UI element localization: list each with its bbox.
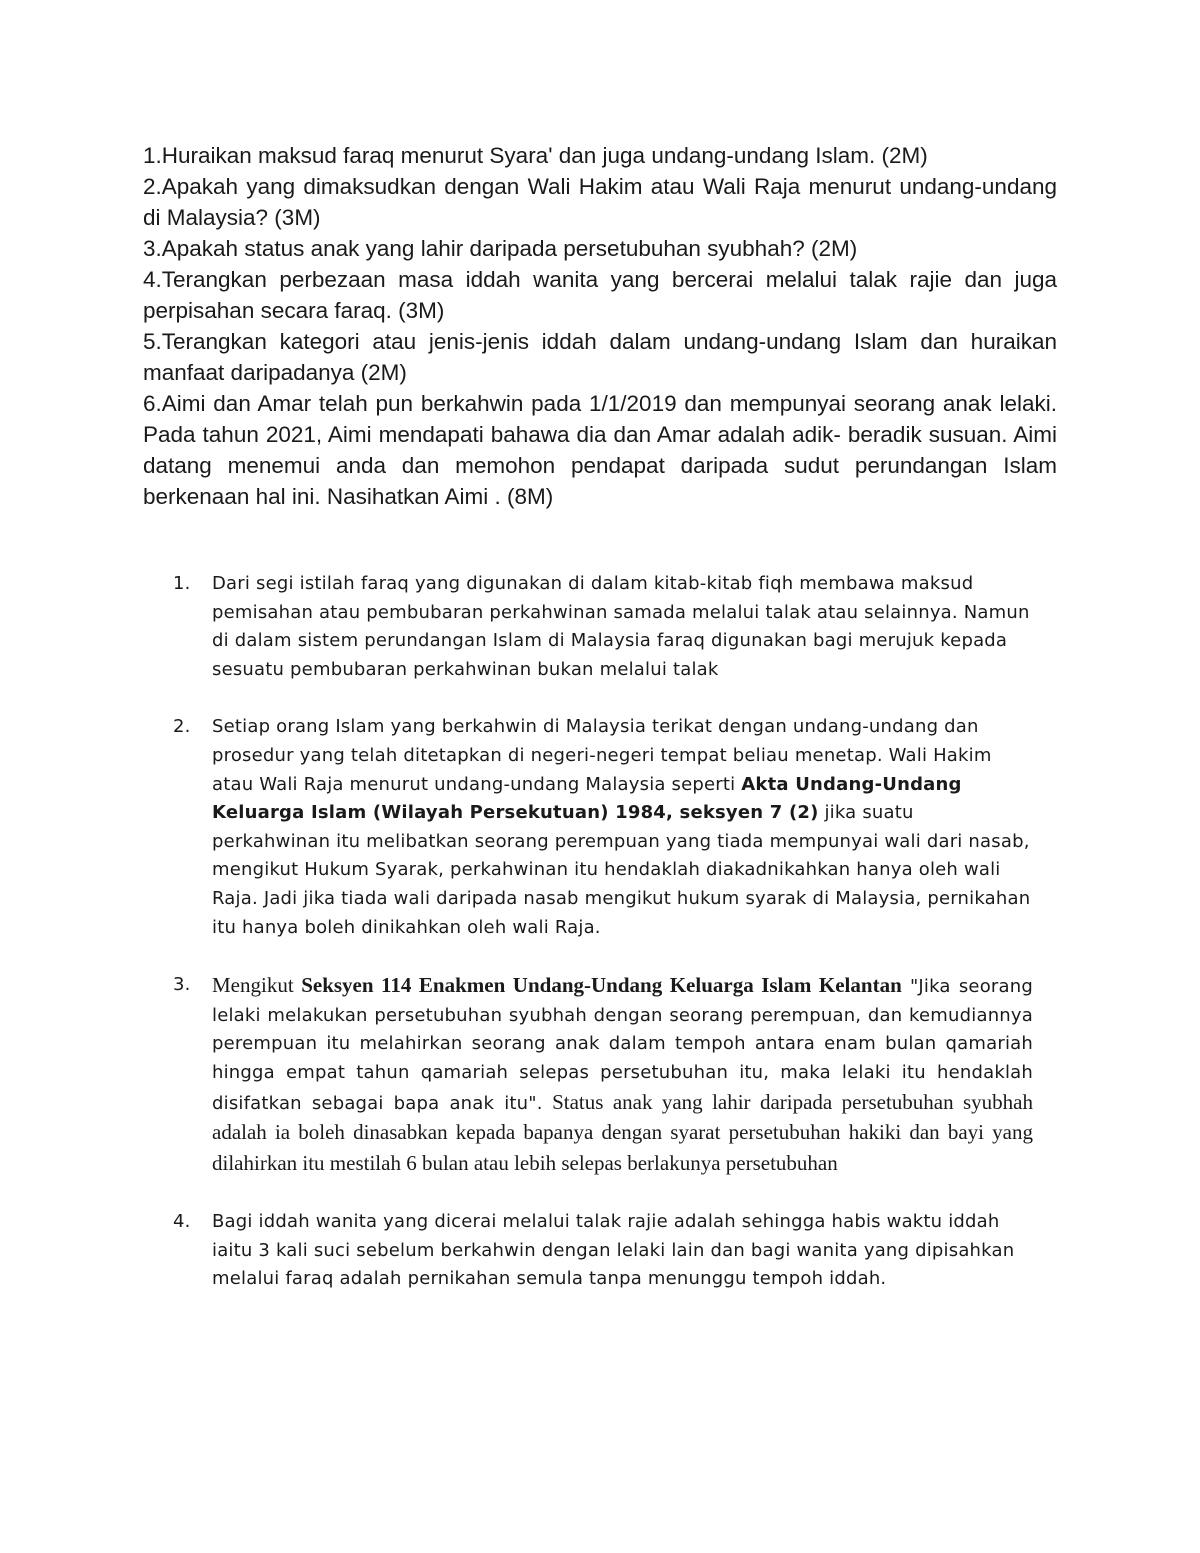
answer-text-lead: Setiap orang Islam yang berkahwin di Malaysia terikat dengan undang-undang dan prosedur yang telah ditetapkan di negeri-negeri tempat beliau menetap. Wali Hakim atau Wali Raja menurut undang-undang Malaysia seperti <box>212 716 992 795</box>
answer-text: Dari segi istilah faraq yang digunakan di dalam kitab-kitab fiqh membawa maksud pemisahan atau pembubaran perkahwinan samada melalui talak atau selainnya. Namun di dalam sistem perundangan Islam di Malaysia faraq digunakan bagi merujuk kepada sesuatu pembubaran perkahwinan bukan melalui talak <box>212 573 1030 680</box>
answer-number: 1. <box>173 573 191 594</box>
statute-quote: "Jika seorang lelaki melakukan persetubuhan syubhah dengan seorang perempuan, dan kemudiannya perempuan itu melahirkan seorang anak dalam tempoh antara enam bulan qamariah hingga empat tahun qamariah selepas persetubuhan itu, maka lelaki itu hendaklah disifatkan sebagai bapa anak itu". <box>212 976 1033 1114</box>
answer-number: 3. <box>173 974 191 996</box>
answer-number: 4. <box>173 1211 191 1233</box>
question-1: 1.Huraikan maksud faraq menurut Syara' dan juga undang-undang Islam. (2M) <box>143 143 928 168</box>
answer-text <box>212 713 1033 942</box>
answer-4 <box>173 1208 1033 1294</box>
question-5: 5.Terangkan kategori atau jenis-jenis iddah dalam undang-undang Islam dan huraikan manfaat daripadanya (2M) <box>143 329 1057 385</box>
answer-text-lead: Mengikut <box>212 973 302 998</box>
answer-text-rest: Status anak yang lahir daripada persetubuhan syubhah adalah ia boleh dinasabkan kepada bapanya dengan syarat persetubuhan hakiki dan bayi yang dilahirkan itu mestilah 6 bulan atau lebih selepas berlakunya persetubuhan <box>212 1089 1033 1175</box>
question-2: 2.Apakah yang dimaksudkan dengan Wali Hakim atau Wali Raja menurut undang-undang di Malaysia? (3M) <box>143 174 1057 230</box>
statute-citation: Seksyen 114 Enakmen Undang-Undang Keluarga Islam Kelantan <box>301 973 902 998</box>
question-list <box>143 140 1057 512</box>
answer-number: 2. <box>173 716 191 738</box>
question-3: 3.Apakah status anak yang lahir daripada persetubuhan syubhah? (2M) <box>143 236 858 261</box>
answer-2 <box>173 713 1033 942</box>
answer-1 <box>173 570 1033 684</box>
question-6: 6.Aimi dan Amar telah pun berkahwin pada 1/1/2019 dan mempunyai seorang anak lelaki. Pada tahun 2021, Aimi mendapati bahawa dia dan Amar adalah adik- beradik susuan. Aimi datang menemui anda dan memohon pendapat daripada sudut perundangan Islam berkenaan hal ini. Nasihatkan Aimi . (8M) <box>143 391 1057 509</box>
answer-text-rest: jika suatu perkahwinan itu melibatkan seorang perempuan yang tiada mempunyai wali dari nasab, mengikut Hukum Syarak, perkahwinan itu hendaklah diakadnikahkan hanya oleh wali Raja. Jadi jika tiada wali daripada nasab mengikut hukum syarak di Malaysia, pernikahan itu hanya boleh dinikahkan oleh wali Raja. <box>212 802 1031 938</box>
answer-text <box>212 971 1033 1179</box>
answer-list <box>173 570 1033 1294</box>
answer-text: Bagi iddah wanita yang dicerai melalui talak rajie adalah sehingga habis waktu iddah iaitu 3 kali suci sebelum berkahwin dengan lelaki lain dan bagi wanita yang dipisahkan melalui faraq adalah pernikahan semula tanpa menunggu tempoh iddah. <box>212 1211 1015 1290</box>
question-4: 4.Terangkan perbezaan masa iddah wanita yang bercerai melalui talak rajie dan juga perpisahan secara faraq. (3M) <box>143 267 1057 323</box>
statute-citation: Akta Undang-Undang Keluarga Islam (Wilayah Persekutuan) 1984, seksyen 7 (2) <box>212 773 962 824</box>
answer-3 <box>173 971 1033 1179</box>
